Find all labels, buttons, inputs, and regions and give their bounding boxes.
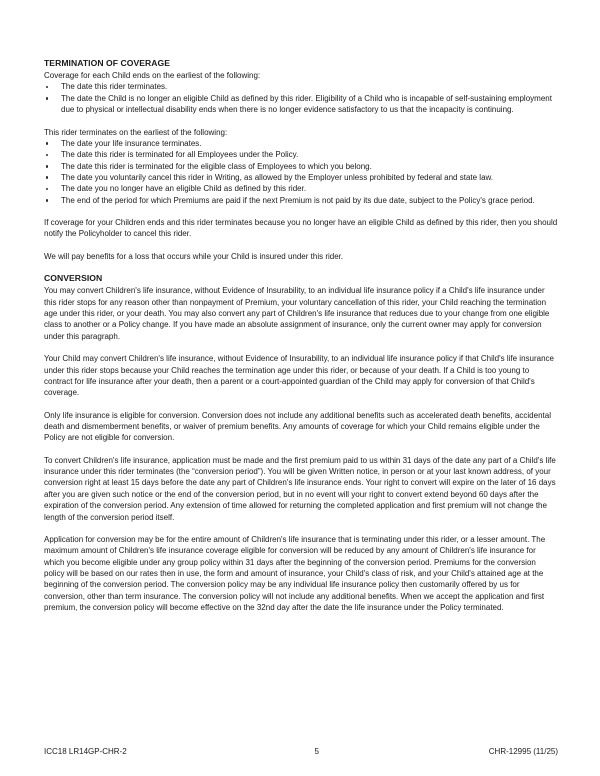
footer-form-number: ICC18 LR14GP-CHR-2 (44, 747, 127, 756)
heading-termination-of-coverage: TERMINATION OF COVERAGE (44, 58, 171, 68)
page-footer (44, 746, 558, 757)
list-item-text: The date you no longer have an eligible Child as defined by this rider. (61, 184, 307, 194)
list-item (44, 81, 558, 92)
bullet-dot-icon (46, 176, 49, 179)
list-item-text: The date your life insurance terminates. (61, 138, 202, 148)
conversion-paragraph-5: Application for conversion may be for the entire amount of Children's life insurance that is terminating under this rider, or a lesser amount. The maximum amount of Children's life insurance coverage eligible for conversion will be reduced by any amount of Children's life insurance for which you become eligible under any group policy within 31 days after the beginning of the conversion period. Premiums for the conversion policy will be based on our rates then in use, the form and amount of insurance, your Child's class of risk, and your Child's attained age at the beginning of the conversion period. The conversion policy may be any individual life insurance policy then customarily offered by us for conversion, other than term insurance. The conversion policy will not include any additional benefits. When we accept the application and first premium, the conversion policy will become effective on the 32nd day after the date the life insurance under the Policy terminated. (44, 534, 546, 612)
bullet-dot-icon (46, 188, 49, 191)
footer-document-code: CHR-12995 (11/25) (488, 747, 558, 756)
conversion-paragraph-3: Only life insurance is eligible for conversion. Conversion does not include any additional benefits such as accelerated death benefits, accidental death and dismemberment benefits, or waiver of premium benefits. Any amounts of coverage for which your Child remains eligible under the Policy are not eligible for conversion. (44, 410, 551, 443)
termination-notify-policyholder-paragraph: If coverage for your Children ends and this rider terminates because you no longer have an eligible Child as defined by this rider, then you should notify the Policyholder to cancel this rider. (44, 218, 558, 239)
conversion-paragraph-1: You may convert Children's life insurance, without Evidence of Insurability, to an individual life insurance policy if a Child's life insurance under this rider stops for any reason other than nonpayment of Premium, your voluntary cancellation of this rider, your Child reaching the termination age under this rider, or your death. You may also convert any part of Children's life insurance that reduces due to your change from one eligible class to another or a Policy change. If you have made an absolute assignment of insurance, only the current owner may apply for conversion under this paragraph. (44, 286, 550, 341)
bullet-dot-icon (46, 165, 49, 168)
list-item (44, 195, 558, 206)
bullet-dot-icon (46, 199, 49, 202)
list-item (44, 172, 558, 183)
termination-benefits-paragraph: We will pay benefits for a loss that occurs while your Child is insured under this rider. (44, 251, 344, 261)
list-item (44, 138, 558, 149)
termination-child-bullet-list (44, 81, 558, 115)
list-item-text: The date this rider is terminated for all Employees under the Policy. (61, 150, 299, 160)
bullet-dot-icon (46, 142, 49, 145)
rider-termination-intro-paragraph: This rider terminates on the earliest of the following: (44, 127, 228, 137)
section-conversion (44, 273, 558, 613)
list-item-text: The date this rider is terminated for the eligible class of Employees to which you belong. (61, 161, 372, 171)
bullet-dot-icon (46, 154, 49, 157)
list-item-text: The date this rider terminates. (61, 82, 168, 92)
section-termination-of-coverage (44, 58, 558, 262)
list-item (44, 161, 558, 172)
rider-termination-bullet-list (44, 138, 558, 206)
footer-page-number: 5 (314, 747, 319, 756)
document-body (44, 58, 558, 613)
termination-intro-paragraph: Coverage for each Child ends on the earliest of the following: (44, 71, 261, 81)
conversion-paragraph-4: To convert Children's life insurance, application must be made and the first premium paid to us within 31 days of the date any part of a Child's life insurance under this rider terminates (the “conversion period”). You will be given Written notice, in person or at your last known address, of your conversion right at least 15 days before the date any part of Children's life insurance ends. Your right to convert will expire on the later of 16 days after you are given such notice or the end of the conversion period, but in no event will your right to convert extend beyond 60 days after the expiration of the conversion period. Any extension of time allowed for returning the completed application and first premium will not change the length of the conversion period itself. (44, 455, 556, 522)
list-item (44, 149, 558, 160)
list-item (44, 183, 558, 194)
heading-conversion: CONVERSION (44, 273, 103, 284)
conversion-paragraph-2: Your Child may convert Children's life insurance, without Evidence of Insurability, to an individual life insurance policy if that Child's life insurance under this rider stops because your Child reaches the termination age under this rider, or because of your death. If a Child is too young to contract for life insurance after your death, then a parent or a court-appointed guardian of the Child may apply for conversion of that Child's coverage. (44, 354, 554, 398)
list-item-text: The end of the period for which Premiums are paid if the next Premium is not paid by its due date, subject to the Policy's grace period. (61, 195, 535, 205)
list-item-text: The date you voluntarily cancel this rider in Writing, as allowed by the Employer unless prohibited by federal and state law. (61, 172, 494, 182)
list-item-text: The date the Child is no longer an eligible Child as defined by this rider. Eligibility of a Child who is incapable of self-sustaining employment due to physical or intellectual disability ends when there is no longer evidence satisfactory to us that the incapacity is continuing. (61, 93, 552, 115)
list-item (44, 93, 558, 116)
bullet-dot-icon (46, 97, 49, 100)
bullet-dot-icon (46, 86, 49, 89)
